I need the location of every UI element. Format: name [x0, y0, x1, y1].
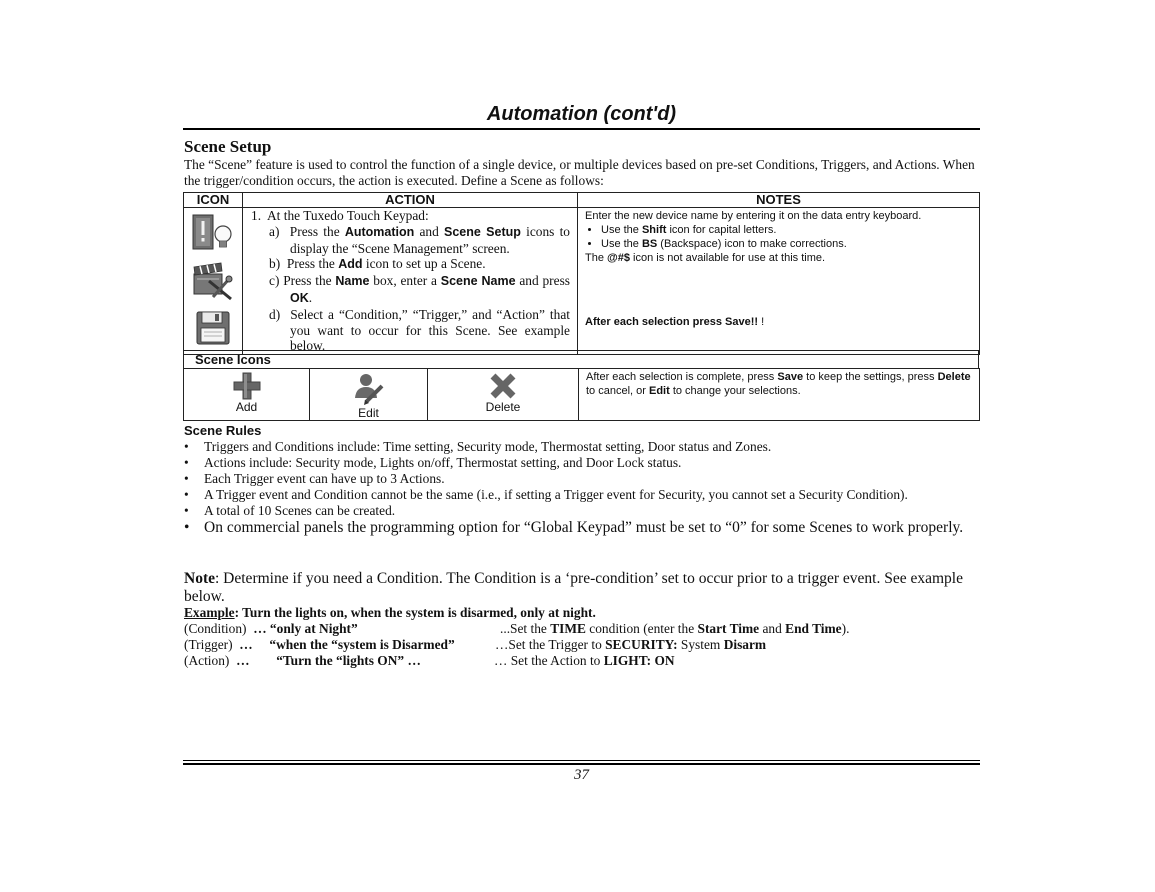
example-condition-row: (Condition) … “only at Night” ...Set the TIME condition (enter the Start Time and End Time). — [184, 621, 850, 636]
page-number: 37 — [574, 767, 589, 783]
scene-setup-table — [183, 192, 980, 355]
add-icon-cell — [184, 369, 310, 421]
scene-icons-notes: After each selection is complete, press Save to keep the settings, press Delete to cancel, or Edit to change your selections. — [579, 369, 980, 421]
action-step-d: d) Select a “Condition,” “Trigger,” and “Action” that you want to occur for this Scene. See example below. — [269, 306, 570, 354]
notes-bullet-shift: • Use the Shift icon for capital letters. — [601, 223, 973, 237]
example-trigger-row: (Trigger) … “when the “system is Disarmed” …Set the Trigger to SECURITY: System Disarm — [184, 637, 767, 652]
action-cell — [243, 208, 578, 355]
intro-paragraph: The “Scene” feature is used to control the function of a single device, or multiple devices based on pre-set Conditions, Triggers, and Actions. When the trigger/condition occurs, the action is executed. Define a Scene as follows: — [184, 157, 975, 188]
rules-heading: Scene Rules — [184, 423, 262, 438]
edit-icon-cell — [310, 369, 428, 421]
page-title: Automation (cont'd) — [486, 103, 677, 125]
note-paragraph: Note: Determine if you need a Condition. The Condition is a ‘pre-condition’ set to occur prior to a trigger event. See example below. — [184, 570, 963, 605]
rule-item: • A Trigger event and Condition cannot be the same (i.e., if setting a Trigger event for Security, you cannot set a Security Condition). — [184, 487, 908, 502]
scene-setup-icon — [191, 259, 235, 301]
edit-icon — [352, 372, 386, 406]
icons-cell — [184, 208, 243, 355]
delete-label: Delete — [485, 400, 521, 414]
delete-icon-cell — [428, 369, 579, 421]
section-heading: Scene Setup — [184, 137, 272, 156]
save-icon — [191, 307, 235, 349]
automation-icon — [191, 211, 235, 253]
action-step-c: c) Press the Name box, enter a Scene Name and press OK. — [269, 273, 570, 305]
scene-icons-table — [183, 368, 980, 421]
add-label: Add — [235, 400, 258, 414]
rule-item: • On commercial panels the programming option for “Global Keypad” must be set to “0” for some Scenes to work properly. — [184, 519, 964, 536]
action-step-a: a) Press the Automation and Scene Setup icons to display the “Scene Management” screen. — [269, 223, 570, 256]
action-step-b: b) Press the Add icon to set up a Scene. — [269, 256, 486, 272]
example-block — [184, 605, 980, 669]
rules-list — [184, 439, 980, 537]
footer-rule — [183, 760, 980, 761]
add-icon — [233, 372, 261, 400]
notes-cell — [578, 208, 980, 355]
rule-item: • A total of 10 Scenes can be created. — [184, 503, 396, 518]
example-action-row: (Action) … “Turn the “lights ON” … … Set the Action to LIGHT: ON — [184, 653, 675, 668]
notes-line-2: The @#$ icon is not available for use at this time. — [585, 252, 826, 264]
notes-column-header: NOTES — [578, 193, 980, 208]
scene-icons-bar — [183, 350, 979, 369]
example-title: Example: Turn the lights on, when the system is disarmed, only at night. — [184, 605, 596, 620]
notes-bullet-bs: • Use the BS (Backspace) icon to make corrections. — [601, 237, 973, 251]
edit-label: Edit — [358, 406, 379, 420]
action-step-1: 1. At the Tuxedo Touch Keypad: — [251, 208, 429, 223]
notes-save: After each selection press Save!! ! — [585, 316, 765, 328]
rule-item: • Triggers and Conditions include: Time setting, Security mode, Thermostat setting, Door status and Zones. — [184, 439, 772, 454]
notes-bullets — [585, 223, 973, 251]
action-column-header: ACTION — [243, 193, 578, 208]
notes-line-1: Enter the new device name by entering it on the data entry keyboard. — [585, 210, 922, 222]
note-label: Note — [184, 570, 215, 587]
rule-item: • Each Trigger event can have up to 3 Actions. — [184, 471, 445, 486]
delete-icon — [489, 372, 517, 400]
title-rule — [183, 128, 980, 130]
rule-item: • Actions include: Security mode, Lights on/off, Thermostat setting, and Door Lock status. — [184, 455, 682, 470]
footer-rule-thick — [183, 763, 980, 765]
icon-column-header: ICON — [184, 193, 243, 208]
scene-icons-heading: Scene Icons — [184, 351, 979, 369]
